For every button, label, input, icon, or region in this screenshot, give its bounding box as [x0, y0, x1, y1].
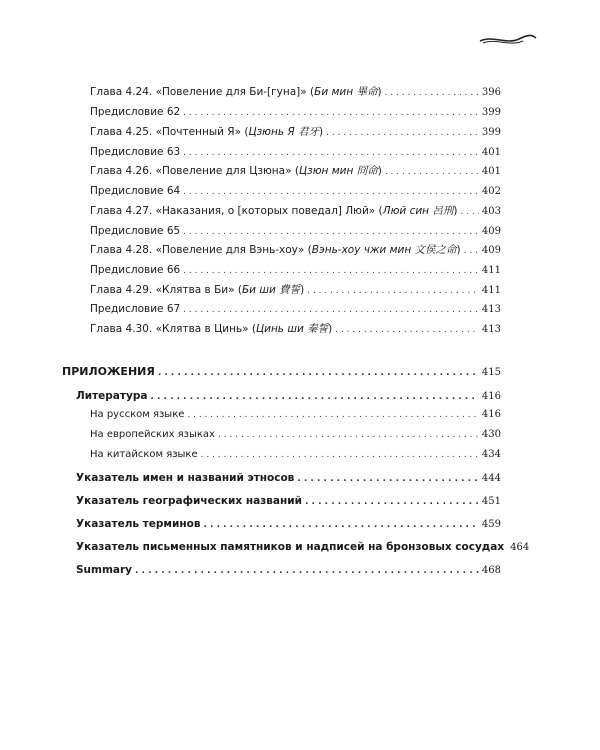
entry-title: [90, 224, 180, 238]
toc-entry-preface-67[interactable]: [90, 302, 501, 317]
page-number: 413: [481, 324, 501, 335]
toc-entry-index-terms[interactable]: [76, 517, 501, 532]
dot-leader: [183, 106, 479, 120]
entry-title-text: ): [319, 126, 324, 138]
entry-title-text: ): [328, 323, 333, 335]
dot-leader: [183, 225, 479, 239]
page-number: 415: [481, 367, 501, 378]
entry-title-text: Предисловие 62: [90, 106, 181, 118]
entry-original-title: Люй син 呂刑: [382, 205, 454, 217]
page-number: 416: [481, 409, 501, 420]
page-number: 464: [510, 542, 530, 553]
toc-entry-index-geography[interactable]: [76, 494, 501, 509]
toc-entry-chapter-4-28[interactable]: [90, 243, 501, 258]
entry-title: [90, 243, 461, 257]
dot-leader: [385, 165, 479, 179]
entry-title: Указатель письменных памятников и надписей на бронзовых сосудах: [76, 541, 505, 553]
entry-title-text: Глава 4.28. «Повеление для Вэнь-хоу» (: [90, 244, 312, 256]
page-number: 411: [481, 285, 501, 296]
entry-original-title: Би мин 畢命: [314, 86, 378, 98]
entry-title: На китайском языке: [90, 449, 198, 460]
page-number: 402: [481, 186, 501, 197]
entry-title-text: ): [453, 205, 458, 217]
page-number: 459: [481, 519, 501, 530]
dot-leader: [201, 448, 479, 462]
entry-title-text: Глава 4.29. «Клятва в Би» (: [90, 284, 242, 296]
toc-entry-chapter-4-30[interactable]: [90, 322, 501, 337]
header-ornament-icon: [479, 32, 537, 48]
page-number: 396: [481, 87, 501, 98]
toc-entry-index-names[interactable]: [76, 471, 501, 486]
entry-original-title: Би ши 費誓: [241, 284, 301, 296]
dot-leader: [297, 472, 479, 486]
toc-entry-summary[interactable]: [76, 563, 501, 578]
entry-title-text: Глава 4.26. «Повеление для Цзюна» (: [90, 165, 299, 177]
toc-entry-chapter-4-25[interactable]: [90, 125, 501, 140]
entry-title: [90, 204, 457, 218]
entry-title: Summary: [76, 564, 133, 576]
toc-entry-preface-63[interactable]: [90, 145, 501, 160]
entry-original-title: Цзюн мин 冏命: [298, 165, 378, 177]
entry-title-text: Предисловие 66: [90, 264, 181, 276]
entry-title: [90, 164, 382, 178]
page-number: 409: [481, 245, 501, 256]
entry-title-text: ): [456, 244, 461, 256]
toc-entry-chapter-4-27[interactable]: [90, 204, 501, 219]
entry-title: Указатель географических названий: [76, 495, 302, 507]
dot-leader: [335, 323, 479, 337]
toc-entry-preface-66[interactable]: [90, 263, 501, 278]
entry-title: [90, 283, 304, 297]
dot-leader: [460, 205, 478, 219]
dot-leader: [326, 126, 479, 140]
dot-leader: [150, 390, 478, 404]
entry-title-text: ): [300, 284, 305, 296]
dot-leader: [183, 146, 479, 160]
page-number: 444: [481, 473, 501, 484]
entry-title: [90, 145, 180, 159]
entry-original-title: Вэнь-хоу чжи мин 文侯之命: [311, 244, 457, 256]
toc-entry-literature-chinese[interactable]: [90, 448, 501, 462]
entry-title-text: ): [377, 165, 382, 177]
page-number: 434: [481, 449, 501, 460]
toc-entry-literature-russian[interactable]: [90, 408, 501, 422]
dot-leader: [464, 244, 479, 258]
dot-leader: [307, 284, 479, 298]
toc-entry-literature-european[interactable]: [90, 428, 501, 442]
entry-title: Указатель терминов: [76, 518, 201, 530]
entry-title: ПРИЛОЖЕНИЯ: [62, 365, 155, 378]
page-number: 401: [481, 147, 501, 158]
entry-title: [90, 85, 382, 99]
entry-title-text: Глава 4.27. «Наказания, о [которых поведал] Люй» (: [90, 205, 383, 217]
page-number: 409: [481, 226, 501, 237]
entry-title-text: Предисловие 67: [90, 303, 181, 315]
page-number: 403: [481, 206, 501, 217]
entry-title-text: Предисловие 65: [90, 225, 181, 237]
dot-leader: [183, 185, 479, 199]
toc-entry-preface-64[interactable]: [90, 184, 501, 199]
toc-entry-literature[interactable]: [76, 389, 501, 404]
page-number: 413: [481, 304, 501, 315]
entry-title: [90, 184, 180, 198]
page-number: 411: [481, 265, 501, 276]
entry-title-text: ): [377, 86, 382, 98]
page-number: 399: [481, 127, 501, 138]
entry-title-text: Предисловие 63: [90, 146, 181, 158]
toc-entry-chapter-4-24[interactable]: [90, 85, 501, 100]
dot-leader: [135, 564, 479, 578]
entry-title-text: Глава 4.24. «Повеление для Би-[гуна]» (: [90, 86, 315, 98]
page-number: 401: [481, 166, 501, 177]
toc-entry-chapter-4-26[interactable]: [90, 164, 501, 179]
entry-title: [90, 322, 332, 336]
entry-original-title: Цинь ши 秦誓: [255, 323, 329, 335]
entry-original-title: Цзюнь Я 君牙: [248, 126, 320, 138]
entry-title: [90, 302, 180, 316]
dot-leader: [158, 366, 479, 380]
page-number: 451: [481, 496, 501, 507]
toc-entry-chapter-4-29[interactable]: [90, 283, 501, 298]
dot-leader: [218, 428, 479, 442]
entry-title: Указатель имен и названий этносов: [76, 472, 295, 484]
entry-title: [90, 263, 180, 277]
dot-leader: [385, 86, 479, 100]
dot-leader: [203, 518, 478, 532]
dot-leader: [305, 495, 479, 509]
page-number: 416: [481, 391, 501, 402]
toc-entry-preface-62[interactable]: [90, 105, 501, 120]
entry-title: Литература: [76, 390, 148, 402]
page-number: 399: [481, 107, 501, 118]
toc-entry-appendix[interactable]: [62, 365, 501, 380]
entry-title-text: Предисловие 64: [90, 185, 181, 197]
page-number: 468: [481, 565, 501, 576]
entry-title: На русском языке: [90, 409, 185, 420]
entry-title: [90, 105, 180, 119]
toc-entry-preface-65[interactable]: [90, 224, 501, 239]
toc-entry-index-monuments[interactable]: [76, 540, 530, 555]
dot-leader: [183, 303, 479, 317]
entry-title-text: Глава 4.30. «Клятва в Цинь» (: [90, 323, 256, 335]
dot-leader: [183, 264, 479, 278]
page-number: 430: [481, 429, 501, 440]
dot-leader: [187, 408, 479, 422]
entry-title: На европейских языках: [90, 429, 215, 440]
entry-title: [90, 125, 323, 139]
entry-title-text: Глава 4.25. «Почтенный Я» (: [90, 126, 249, 138]
